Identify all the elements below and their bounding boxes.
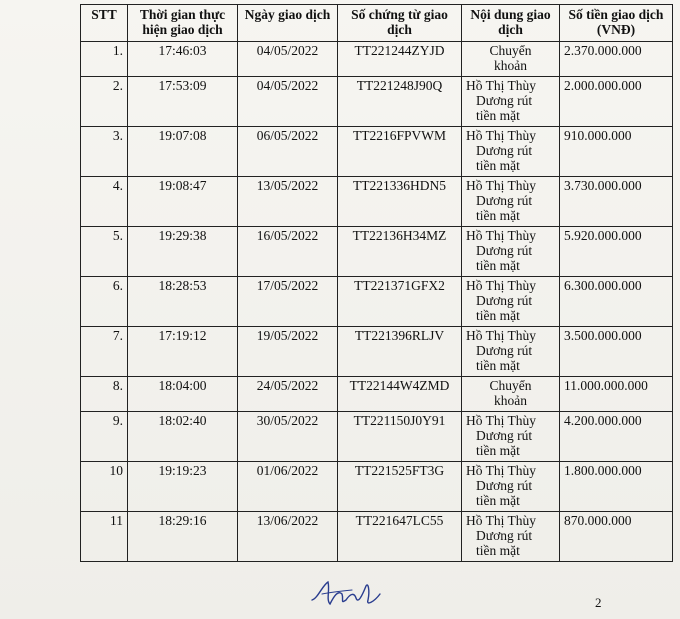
cell-doc-number: TT221336HDN5	[338, 177, 462, 227]
table-row	[81, 277, 673, 327]
cell-amount: 4.200.000.000	[560, 412, 673, 462]
cell-doc-number: TT221248J90Q	[338, 77, 462, 127]
header-time: Thời gian thực hiện giao dịch	[128, 5, 238, 42]
description-line: Chuyển	[489, 378, 532, 393]
description-line: tiền mặt	[476, 493, 520, 508]
description-line: tiền mặt	[476, 108, 520, 123]
description-line: tiền mặt	[476, 208, 520, 223]
cell-stt: 10	[81, 462, 128, 512]
cell-amount: 2.000.000.000	[560, 77, 673, 127]
cell-stt: 2.	[81, 77, 128, 127]
cell-time: 18:29:16	[128, 512, 238, 562]
cell-stt: 3.	[81, 127, 128, 177]
description-line: Dương rút	[476, 293, 533, 308]
cell-amount: 910.000.000	[560, 127, 673, 177]
cell-time: 19:07:08	[128, 127, 238, 177]
description-line: Hồ Thị Thùy	[466, 128, 537, 143]
cell-date: 17/05/2022	[238, 277, 338, 327]
cell-description	[462, 462, 560, 512]
description-line: khoản	[494, 58, 527, 73]
description-line: Hồ Thị Thùy	[466, 328, 537, 343]
cell-time: 17:46:03	[128, 42, 238, 77]
cell-stt: 4.	[81, 177, 128, 227]
signature	[308, 576, 388, 610]
cell-description	[462, 177, 560, 227]
table-row	[81, 77, 673, 127]
table-row	[81, 227, 673, 277]
description-line: Chuyển	[489, 43, 532, 58]
description-line: Hồ Thị Thùy	[466, 513, 537, 528]
description-line: Dương rút	[476, 243, 533, 258]
cell-date: 06/05/2022	[238, 127, 338, 177]
cell-doc-number: TT221150J0Y91	[338, 412, 462, 462]
page-number: 2	[595, 595, 602, 610]
description-line: tiền mặt	[476, 158, 520, 173]
description-line: Hồ Thị Thùy	[466, 228, 537, 243]
description-line: Hồ Thị Thùy	[466, 463, 537, 478]
cell-stt: 8.	[81, 377, 128, 412]
cell-doc-number: TT22144W4ZMD	[338, 377, 462, 412]
description-line: tiền mặt	[476, 543, 520, 558]
cell-doc-number: TT221244ZYJD	[338, 42, 462, 77]
description-line: Dương rút	[476, 428, 533, 443]
header-date: Ngày giao dịch	[238, 5, 338, 42]
description-line: tiền mặt	[476, 258, 520, 273]
cell-amount: 3.500.000.000	[560, 327, 673, 377]
cell-description	[462, 412, 560, 462]
cell-description	[462, 277, 560, 327]
cell-doc-number: TT221371GFX2	[338, 277, 462, 327]
description-line: Dương rút	[476, 343, 533, 358]
description-line: khoản	[494, 393, 527, 408]
cell-date: 13/06/2022	[238, 512, 338, 562]
header-desc: Nội dung giao dịch	[462, 5, 560, 42]
cell-amount: 5.920.000.000	[560, 227, 673, 277]
cell-doc-number: TT2216FPVWM	[338, 127, 462, 177]
header-stt: STT	[81, 5, 128, 42]
cell-time: 18:28:53	[128, 277, 238, 327]
description-line: Dương rút	[476, 528, 533, 543]
table-row	[81, 512, 673, 562]
description-line: Hồ Thị Thùy	[466, 413, 537, 428]
description-line: Dương rút	[476, 143, 533, 158]
cell-time: 18:02:40	[128, 412, 238, 462]
cell-description	[462, 77, 560, 127]
cell-date: 30/05/2022	[238, 412, 338, 462]
cell-description	[462, 127, 560, 177]
cell-description	[462, 42, 560, 77]
description-line: tiền mặt	[476, 358, 520, 373]
cell-amount: 11.000.000.000	[560, 377, 673, 412]
cell-time: 17:53:09	[128, 77, 238, 127]
cell-description	[462, 512, 560, 562]
table-row	[81, 127, 673, 177]
cell-date: 01/06/2022	[238, 462, 338, 512]
cell-time: 19:29:38	[128, 227, 238, 277]
cell-amount: 3.730.000.000	[560, 177, 673, 227]
description-line: Hồ Thị Thùy	[466, 178, 537, 193]
table-row	[81, 177, 673, 227]
table-row	[81, 412, 673, 462]
cell-amount: 1.800.000.000	[560, 462, 673, 512]
cell-date: 19/05/2022	[238, 327, 338, 377]
cell-stt: 11	[81, 512, 128, 562]
cell-time: 19:08:47	[128, 177, 238, 227]
cell-time: 19:19:23	[128, 462, 238, 512]
cell-stt: 6.	[81, 277, 128, 327]
table-header-row	[81, 5, 673, 42]
description-line: Dương rút	[476, 93, 533, 108]
cell-time: 17:19:12	[128, 327, 238, 377]
cell-date: 04/05/2022	[238, 42, 338, 77]
table-row	[81, 462, 673, 512]
description-line: Dương rút	[476, 193, 533, 208]
cell-date: 13/05/2022	[238, 177, 338, 227]
header-amount: Số tiền giao dịch (VNĐ)	[560, 5, 673, 42]
transactions-table	[80, 4, 673, 562]
cell-stt: 1.	[81, 42, 128, 77]
description-line: Hồ Thị Thùy	[466, 78, 537, 93]
table-row	[81, 377, 673, 412]
table-row	[81, 327, 673, 377]
cell-description	[462, 327, 560, 377]
cell-time: 18:04:00	[128, 377, 238, 412]
cell-doc-number: TT221396RLJV	[338, 327, 462, 377]
cell-amount: 2.370.000.000	[560, 42, 673, 77]
cell-date: 24/05/2022	[238, 377, 338, 412]
cell-doc-number: TT221525FT3G	[338, 462, 462, 512]
cell-doc-number: TT22136H34MZ	[338, 227, 462, 277]
header-doc: Số chứng từ giao dịch	[338, 5, 462, 42]
cell-date: 04/05/2022	[238, 77, 338, 127]
cell-amount: 870.000.000	[560, 512, 673, 562]
cell-stt: 9.	[81, 412, 128, 462]
cell-description	[462, 377, 560, 412]
table-row	[81, 42, 673, 77]
description-line: Hồ Thị Thùy	[466, 278, 537, 293]
cell-doc-number: TT221647LC55	[338, 512, 462, 562]
cell-description	[462, 227, 560, 277]
cell-stt: 5.	[81, 227, 128, 277]
cell-date: 16/05/2022	[238, 227, 338, 277]
description-line: tiền mặt	[476, 308, 520, 323]
description-line: tiền mặt	[476, 443, 520, 458]
cell-stt: 7.	[81, 327, 128, 377]
description-line: Dương rút	[476, 478, 533, 493]
cell-amount: 6.300.000.000	[560, 277, 673, 327]
